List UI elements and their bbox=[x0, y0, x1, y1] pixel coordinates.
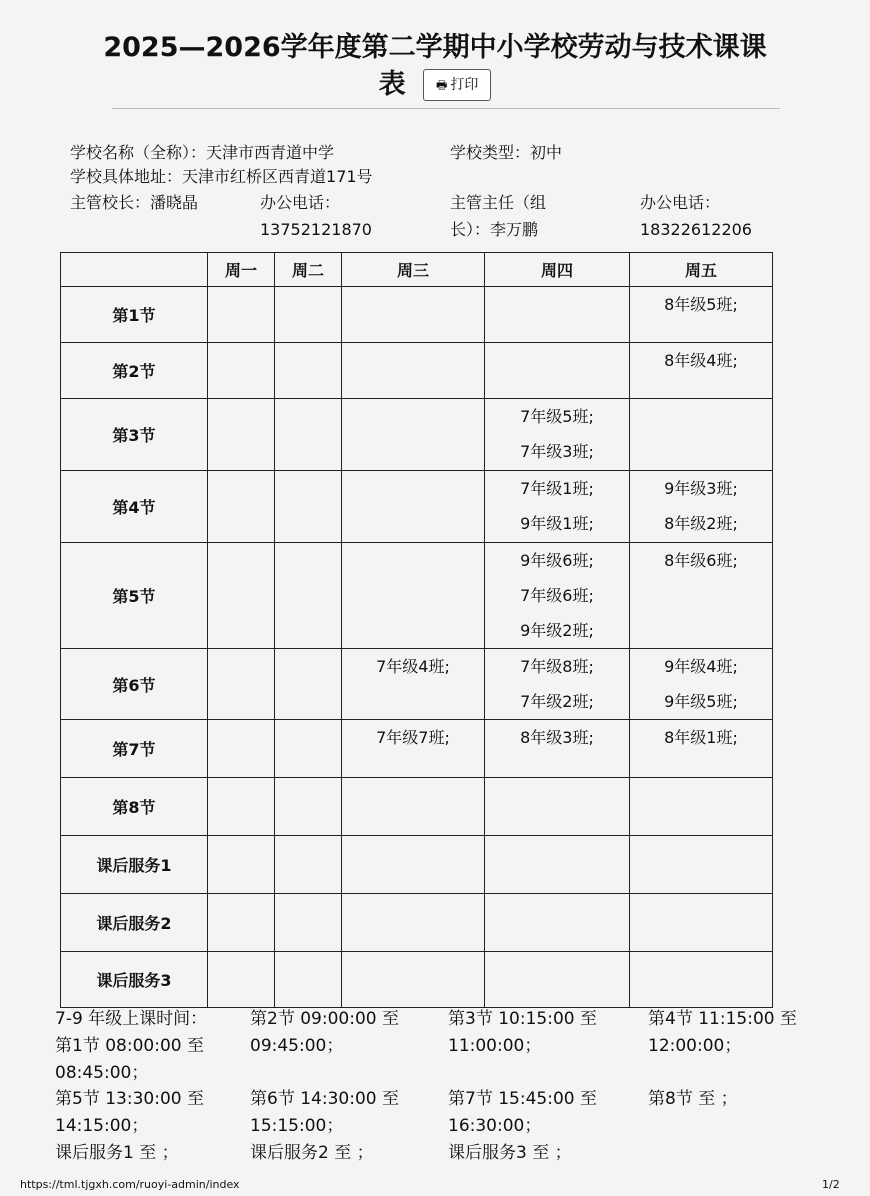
school-name-row bbox=[70, 142, 334, 164]
header-cell-mon: 周一 bbox=[208, 253, 275, 287]
period-label: 第2节 bbox=[61, 343, 208, 399]
footer-col3-r1 bbox=[448, 1006, 597, 1060]
footer-text: 第6节 14:30:00 至 bbox=[250, 1089, 399, 1109]
header-cell-wed: 周三 bbox=[342, 253, 485, 287]
schedule-cell-wed bbox=[342, 399, 485, 471]
footer-text: 第2节 09:00:00 至 bbox=[250, 1009, 399, 1029]
print-button-label: 打印 bbox=[450, 76, 479, 93]
table-row bbox=[61, 471, 773, 543]
class-entry: 9年级5班; bbox=[664, 692, 738, 711]
principal-row bbox=[70, 192, 198, 214]
footer-col2-r2 bbox=[250, 1086, 399, 1167]
table-row bbox=[61, 720, 773, 778]
schedule-cell-tue bbox=[275, 720, 342, 778]
title-line-1: 2025—2026学年度第二学期中小学校劳动与技术课课 bbox=[103, 32, 767, 63]
address-value: 天津市红桥区西青道171号 bbox=[182, 167, 373, 186]
schedule-cell-tue bbox=[275, 778, 342, 836]
schedule-cell-fri bbox=[630, 471, 773, 543]
table-row bbox=[61, 778, 773, 836]
class-entry: 8年级2班; bbox=[664, 514, 738, 533]
schedule-table bbox=[60, 252, 773, 1008]
class-entry: 8年级3班; bbox=[520, 728, 594, 747]
schedule-cell-tue bbox=[275, 649, 342, 720]
director-label-a: 主管主任（组 bbox=[450, 193, 547, 212]
header-cell-blank bbox=[61, 253, 208, 287]
period-label: 第4节 bbox=[61, 471, 208, 543]
period-label: 第6节 bbox=[61, 649, 208, 720]
schedule-cell-wed bbox=[342, 649, 485, 720]
director-block bbox=[450, 192, 546, 241]
class-entry: 8年级6班; bbox=[664, 551, 738, 570]
period-label: 第1节 bbox=[61, 287, 208, 343]
schedule-cell-mon bbox=[208, 471, 275, 543]
schedule-cell-tue bbox=[275, 836, 342, 894]
schedule-cell-tue bbox=[275, 343, 342, 399]
school-name-label: 学校名称（全称）： bbox=[70, 143, 207, 162]
footer-col4-r1 bbox=[648, 1006, 797, 1060]
header-cell-fri: 周五 bbox=[630, 253, 773, 287]
footer-text: 08:45:00； bbox=[55, 1063, 149, 1083]
class-entry: 9年级3班; bbox=[664, 479, 738, 498]
footer-text: 第4节 11:15:00 至 bbox=[648, 1009, 797, 1029]
schedule-cell-thu bbox=[485, 543, 630, 649]
schedule-cell-thu bbox=[485, 287, 630, 343]
footer-text: 第7节 15:45:00 至 bbox=[448, 1089, 597, 1109]
class-entry: 7年级4班; bbox=[376, 657, 450, 676]
address-row bbox=[70, 166, 373, 188]
class-entry: 7年级7班; bbox=[376, 728, 450, 747]
director-label-b: 长）： bbox=[450, 220, 491, 239]
period-label: 课后服务1 bbox=[61, 836, 208, 894]
footer-text: 12:00:00； bbox=[648, 1036, 742, 1056]
page-url: https://tml.tjgxh.com/ruoyi-admin/index bbox=[20, 1178, 240, 1191]
class-entry: 8年级5班; bbox=[664, 295, 738, 314]
schedule-cell-fri bbox=[630, 543, 773, 649]
schedule-cell-mon bbox=[208, 649, 275, 720]
schedule-cell-wed bbox=[342, 287, 485, 343]
principal-value: 潘晓晶 bbox=[150, 193, 199, 212]
class-entry: 9年级1班; bbox=[520, 514, 594, 533]
schedule-cell-mon bbox=[208, 287, 275, 343]
schedule-cell-fri bbox=[630, 649, 773, 720]
class-entry: 9年级6班; bbox=[520, 551, 594, 570]
schedule-cell-thu bbox=[485, 343, 630, 399]
table-row bbox=[61, 343, 773, 399]
page-title bbox=[60, 30, 810, 103]
school-name-value: 天津市西青道中学 bbox=[206, 143, 335, 162]
footer-col1-r1 bbox=[55, 1006, 207, 1087]
schedule-cell-wed bbox=[342, 343, 485, 399]
schedule-cell-mon bbox=[208, 543, 275, 649]
schedule-cell-wed bbox=[342, 720, 485, 778]
schedule-cell-fri bbox=[630, 720, 773, 778]
period-label: 第8节 bbox=[61, 778, 208, 836]
footer-text: 第3节 10:15:00 至 bbox=[448, 1009, 597, 1029]
address-label: 学校具体地址： bbox=[70, 167, 183, 186]
phone1-block bbox=[260, 192, 372, 241]
footer-text: 第5节 13:30:00 至 bbox=[55, 1089, 204, 1109]
table-body bbox=[61, 287, 773, 1008]
table-row bbox=[61, 543, 773, 649]
footer-text: 09:45:00； bbox=[250, 1036, 344, 1056]
class-entry: 7年级3班; bbox=[520, 442, 594, 461]
class-entry: 9年级4班; bbox=[664, 657, 738, 676]
period-label: 课后服务2 bbox=[61, 894, 208, 952]
printer-icon: 🖶 bbox=[436, 77, 448, 92]
schedule-cell-wed bbox=[342, 778, 485, 836]
phone2-block bbox=[640, 192, 752, 241]
footer-col1-r2 bbox=[55, 1086, 204, 1167]
table-header-row bbox=[61, 253, 773, 287]
schedule-cell-wed bbox=[342, 952, 485, 1008]
schedule-cell-thu bbox=[485, 894, 630, 952]
footer-text: 14:15:00； bbox=[55, 1116, 149, 1136]
schedule-cell-thu bbox=[485, 778, 630, 836]
schedule-cell-tue bbox=[275, 471, 342, 543]
table-row bbox=[61, 287, 773, 343]
schedule-cell-tue bbox=[275, 543, 342, 649]
table-row bbox=[61, 894, 773, 952]
schedule-cell-thu bbox=[485, 720, 630, 778]
footer-text: 第8节 至 ； bbox=[648, 1089, 738, 1109]
schedule-cell-mon bbox=[208, 720, 275, 778]
class-entry: 8年级1班; bbox=[664, 728, 738, 747]
period-label: 第7节 bbox=[61, 720, 208, 778]
print-button[interactable] bbox=[423, 69, 491, 101]
period-label: 第5节 bbox=[61, 543, 208, 649]
phone2-label: 办公电话： bbox=[640, 193, 721, 212]
schedule-cell-tue bbox=[275, 894, 342, 952]
footer-text: 课后服务2 至 ； bbox=[250, 1143, 374, 1163]
class-entry: 8年级4班; bbox=[664, 351, 738, 370]
footer-text: 第1节 08:00:00 至 bbox=[55, 1036, 204, 1056]
schedule-cell-fri bbox=[630, 778, 773, 836]
footer-col4-r2 bbox=[648, 1086, 738, 1113]
period-label: 第3节 bbox=[61, 399, 208, 471]
class-entry: 7年级6班; bbox=[520, 586, 594, 605]
schedule-cell-tue bbox=[275, 399, 342, 471]
class-entry: 7年级5班; bbox=[520, 407, 594, 426]
header-cell-tue: 周二 bbox=[275, 253, 342, 287]
schedule-cell-wed bbox=[342, 836, 485, 894]
class-entry: 7年级8班; bbox=[520, 657, 594, 676]
schedule-cell-fri bbox=[630, 287, 773, 343]
schedule-cell-wed bbox=[342, 894, 485, 952]
schedule-cell-mon bbox=[208, 343, 275, 399]
footer-text: 11:00:00； bbox=[448, 1036, 542, 1056]
schedule-cell-thu bbox=[485, 836, 630, 894]
period-label: 课后服务3 bbox=[61, 952, 208, 1008]
table-row bbox=[61, 952, 773, 1008]
phone1-value: 13752121870 bbox=[260, 220, 372, 239]
footer-text: 课后服务1 至 ； bbox=[55, 1143, 179, 1163]
schedule-cell-wed bbox=[342, 471, 485, 543]
schedule-cell-tue bbox=[275, 952, 342, 1008]
schedule-cell-mon bbox=[208, 894, 275, 952]
title-line-2: 表 bbox=[378, 68, 406, 100]
schedule-cell-wed bbox=[342, 543, 485, 649]
class-entry: 9年级2班; bbox=[520, 621, 594, 640]
school-type-value: 初中 bbox=[530, 143, 563, 162]
page-number: 1/2 bbox=[822, 1178, 840, 1191]
footer-col2-r1 bbox=[250, 1006, 399, 1060]
schedule-cell-thu bbox=[485, 471, 630, 543]
schedule-cell-mon bbox=[208, 778, 275, 836]
table-row bbox=[61, 836, 773, 894]
class-entry: 7年级1班; bbox=[520, 479, 594, 498]
schedule-cell-fri bbox=[630, 836, 773, 894]
schedule-cell-fri bbox=[630, 894, 773, 952]
phone1-label: 办公电话： bbox=[260, 193, 341, 212]
table-row bbox=[61, 649, 773, 720]
school-type-label: 学校类型： bbox=[450, 143, 531, 162]
schedule-cell-thu bbox=[485, 649, 630, 720]
footer-text: 课后服务3 至 ； bbox=[448, 1143, 572, 1163]
footer-text: 7-9 年级上课时间： bbox=[55, 1009, 208, 1029]
footer-text: 16:30:00； bbox=[448, 1116, 542, 1136]
footer-col3-r2 bbox=[448, 1086, 597, 1167]
school-type-row bbox=[450, 142, 562, 164]
class-entry: 7年级2班; bbox=[520, 692, 594, 711]
schedule-cell-mon bbox=[208, 399, 275, 471]
director-value: 李万鹏 bbox=[490, 220, 539, 239]
phone2-value: 18322612206 bbox=[640, 220, 752, 239]
footer-text: 15:15:00； bbox=[250, 1116, 344, 1136]
schedule-cell-fri bbox=[630, 952, 773, 1008]
principal-label: 主管校长： bbox=[70, 193, 151, 212]
schedule-cell-fri bbox=[630, 343, 773, 399]
schedule-cell-thu bbox=[485, 399, 630, 471]
schedule-cell-mon bbox=[208, 952, 275, 1008]
title-divider bbox=[112, 108, 780, 109]
schedule-cell-fri bbox=[630, 399, 773, 471]
schedule-cell-thu bbox=[485, 952, 630, 1008]
header-cell-thu: 周四 bbox=[485, 253, 630, 287]
schedule-cell-mon bbox=[208, 836, 275, 894]
table-row bbox=[61, 399, 773, 471]
schedule-cell-tue bbox=[275, 287, 342, 343]
